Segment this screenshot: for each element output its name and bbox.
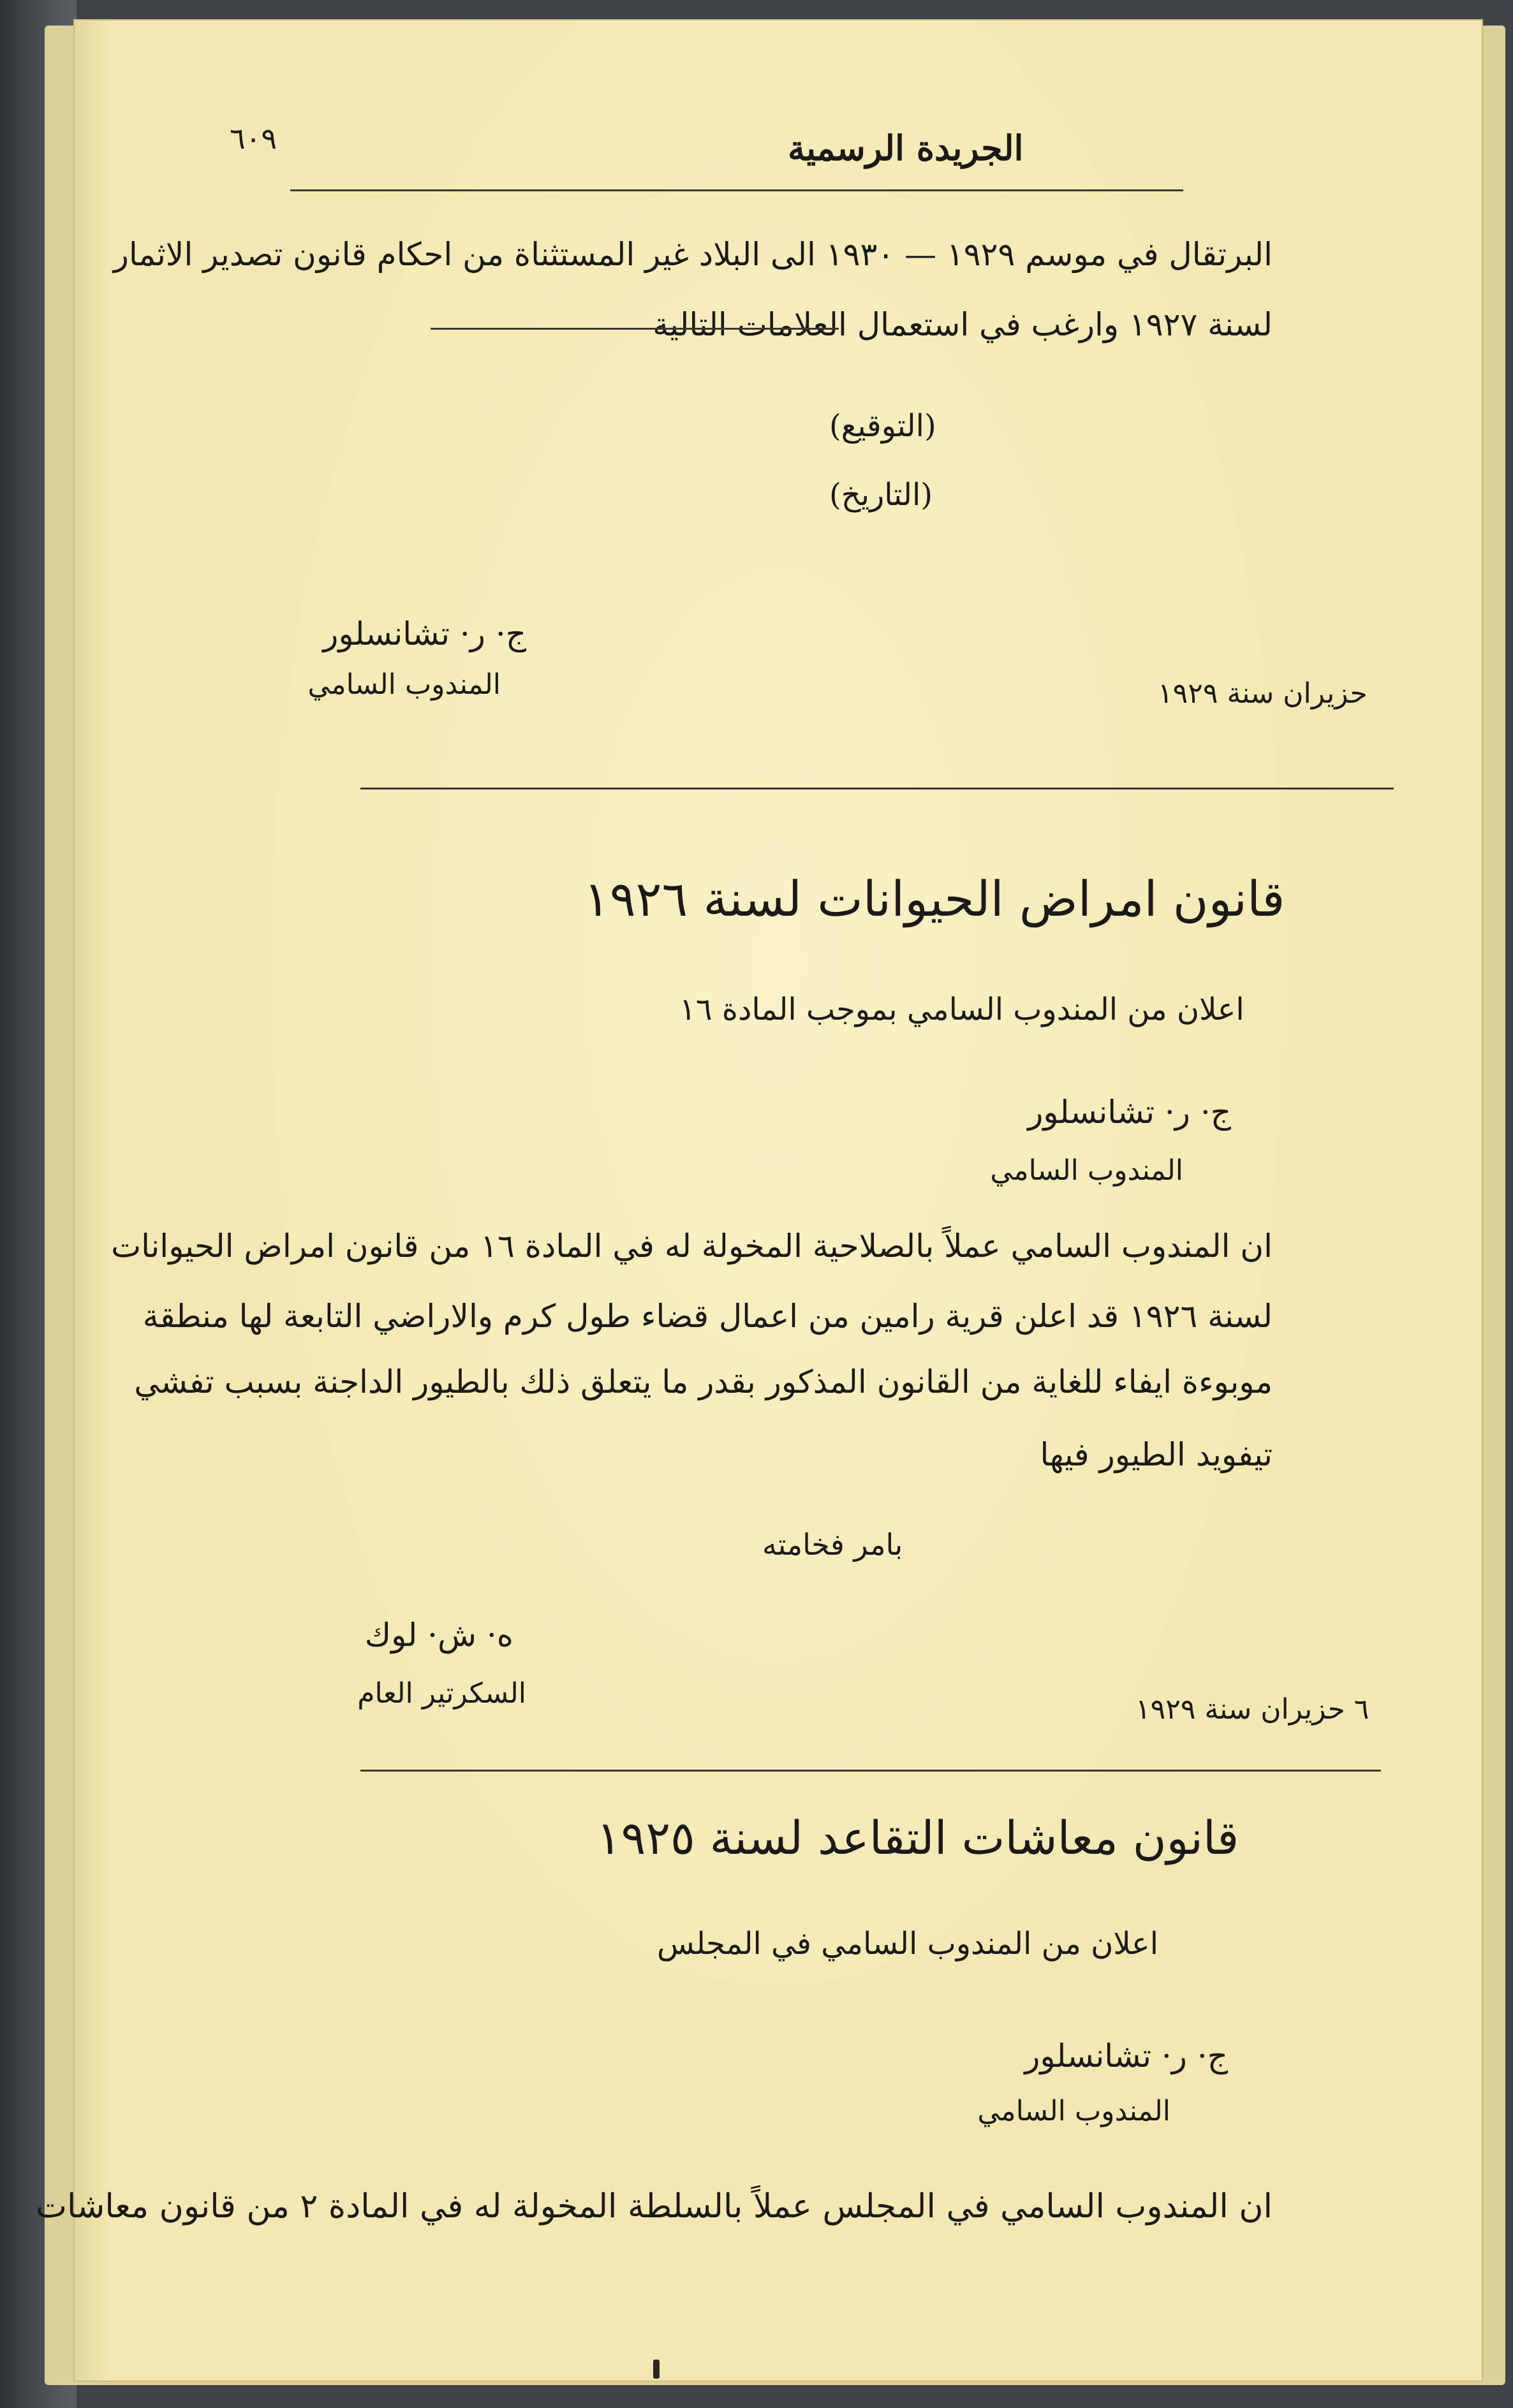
by-command-text: بامر فخامته <box>762 1527 903 1562</box>
section2-title: قانون امراض الحيوانات لسنة ١٩٢٦ <box>584 870 1285 927</box>
fill-in-line <box>431 328 839 330</box>
journal-title: الجريدة الرسمية <box>788 128 1024 168</box>
section3-body-line: ان المندوب السامي في المجلس عملاً بالسلطة المخولة له في المادة ٢ من قانون معاشات <box>36 2187 1273 2226</box>
gazette-page <box>36 19 1483 2382</box>
section-divider <box>360 1770 1381 1772</box>
secretary-title: السكرتير العام <box>357 1677 526 1710</box>
notice1-signer-name: ج· ر· تشانسلور <box>323 615 526 652</box>
section3-signer-name: ج· ر· تشانسلور <box>1024 2037 1228 2074</box>
section2-date: ٦ حزيران سنة ١٩٢٩ <box>1135 1693 1369 1726</box>
page-number: ٦٠٩ <box>230 121 277 156</box>
section3-title: قانون معاشات التقاعد لسنة ١٩٢٥ <box>596 1811 1239 1865</box>
section-divider <box>360 788 1394 789</box>
section2-signer-title: المندوب السامي <box>990 1154 1183 1187</box>
notice1-date: حزيران سنة ١٩٢٩ <box>1158 677 1368 710</box>
section2-subtitle: اعلان من المندوب السامي بموجب المادة ١٦ <box>679 992 1244 1027</box>
date-placeholder: (التاريخ) <box>829 477 933 513</box>
section2-body-line: موبوءة ايفاء للغاية من القانون المذكور بقدر ما يتعلق ذلك بالطيور الداجنة بسبب تفشي <box>134 1363 1273 1400</box>
notice1-line2: لسنة ١٩٢٧ وارغب في استعمال العلامات التالية <box>653 306 1273 343</box>
header-rule <box>290 189 1183 191</box>
notice1-signer-title: المندوب السامي <box>307 668 501 701</box>
section2-body-line: لسنة ١٩٢٦ قد اعلن قرية رامين من اعمال قضاء طول كرم والاراضي التابعة لها منطقة <box>142 1298 1273 1335</box>
notice1-line1: البرتقال في موسم ١٩٢٩ — ١٩٣٠ الى البلاد غير المستثناة من احكام قانون تصدير الاثمار <box>113 236 1273 273</box>
section2-body-line: تيفويد الطيور فيها <box>1040 1436 1273 1473</box>
secretary-name: ه· ش· لوك <box>364 1617 513 1654</box>
binding-mark <box>653 2360 660 2379</box>
signature-placeholder: (التوقيع) <box>829 408 936 444</box>
section3-subtitle: اعلان من المندوب السامي في المجلس <box>657 1926 1159 1962</box>
section3-signer-title: المندوب السامي <box>977 2095 1170 2127</box>
section2-signer-name: ج· ر· تشانسلور <box>1028 1094 1231 1131</box>
section2-body-line: ان المندوب السامي عملاً بالصلاحية المخولة له في المادة ١٦ من قانون امراض الحيوانات <box>111 1228 1273 1265</box>
